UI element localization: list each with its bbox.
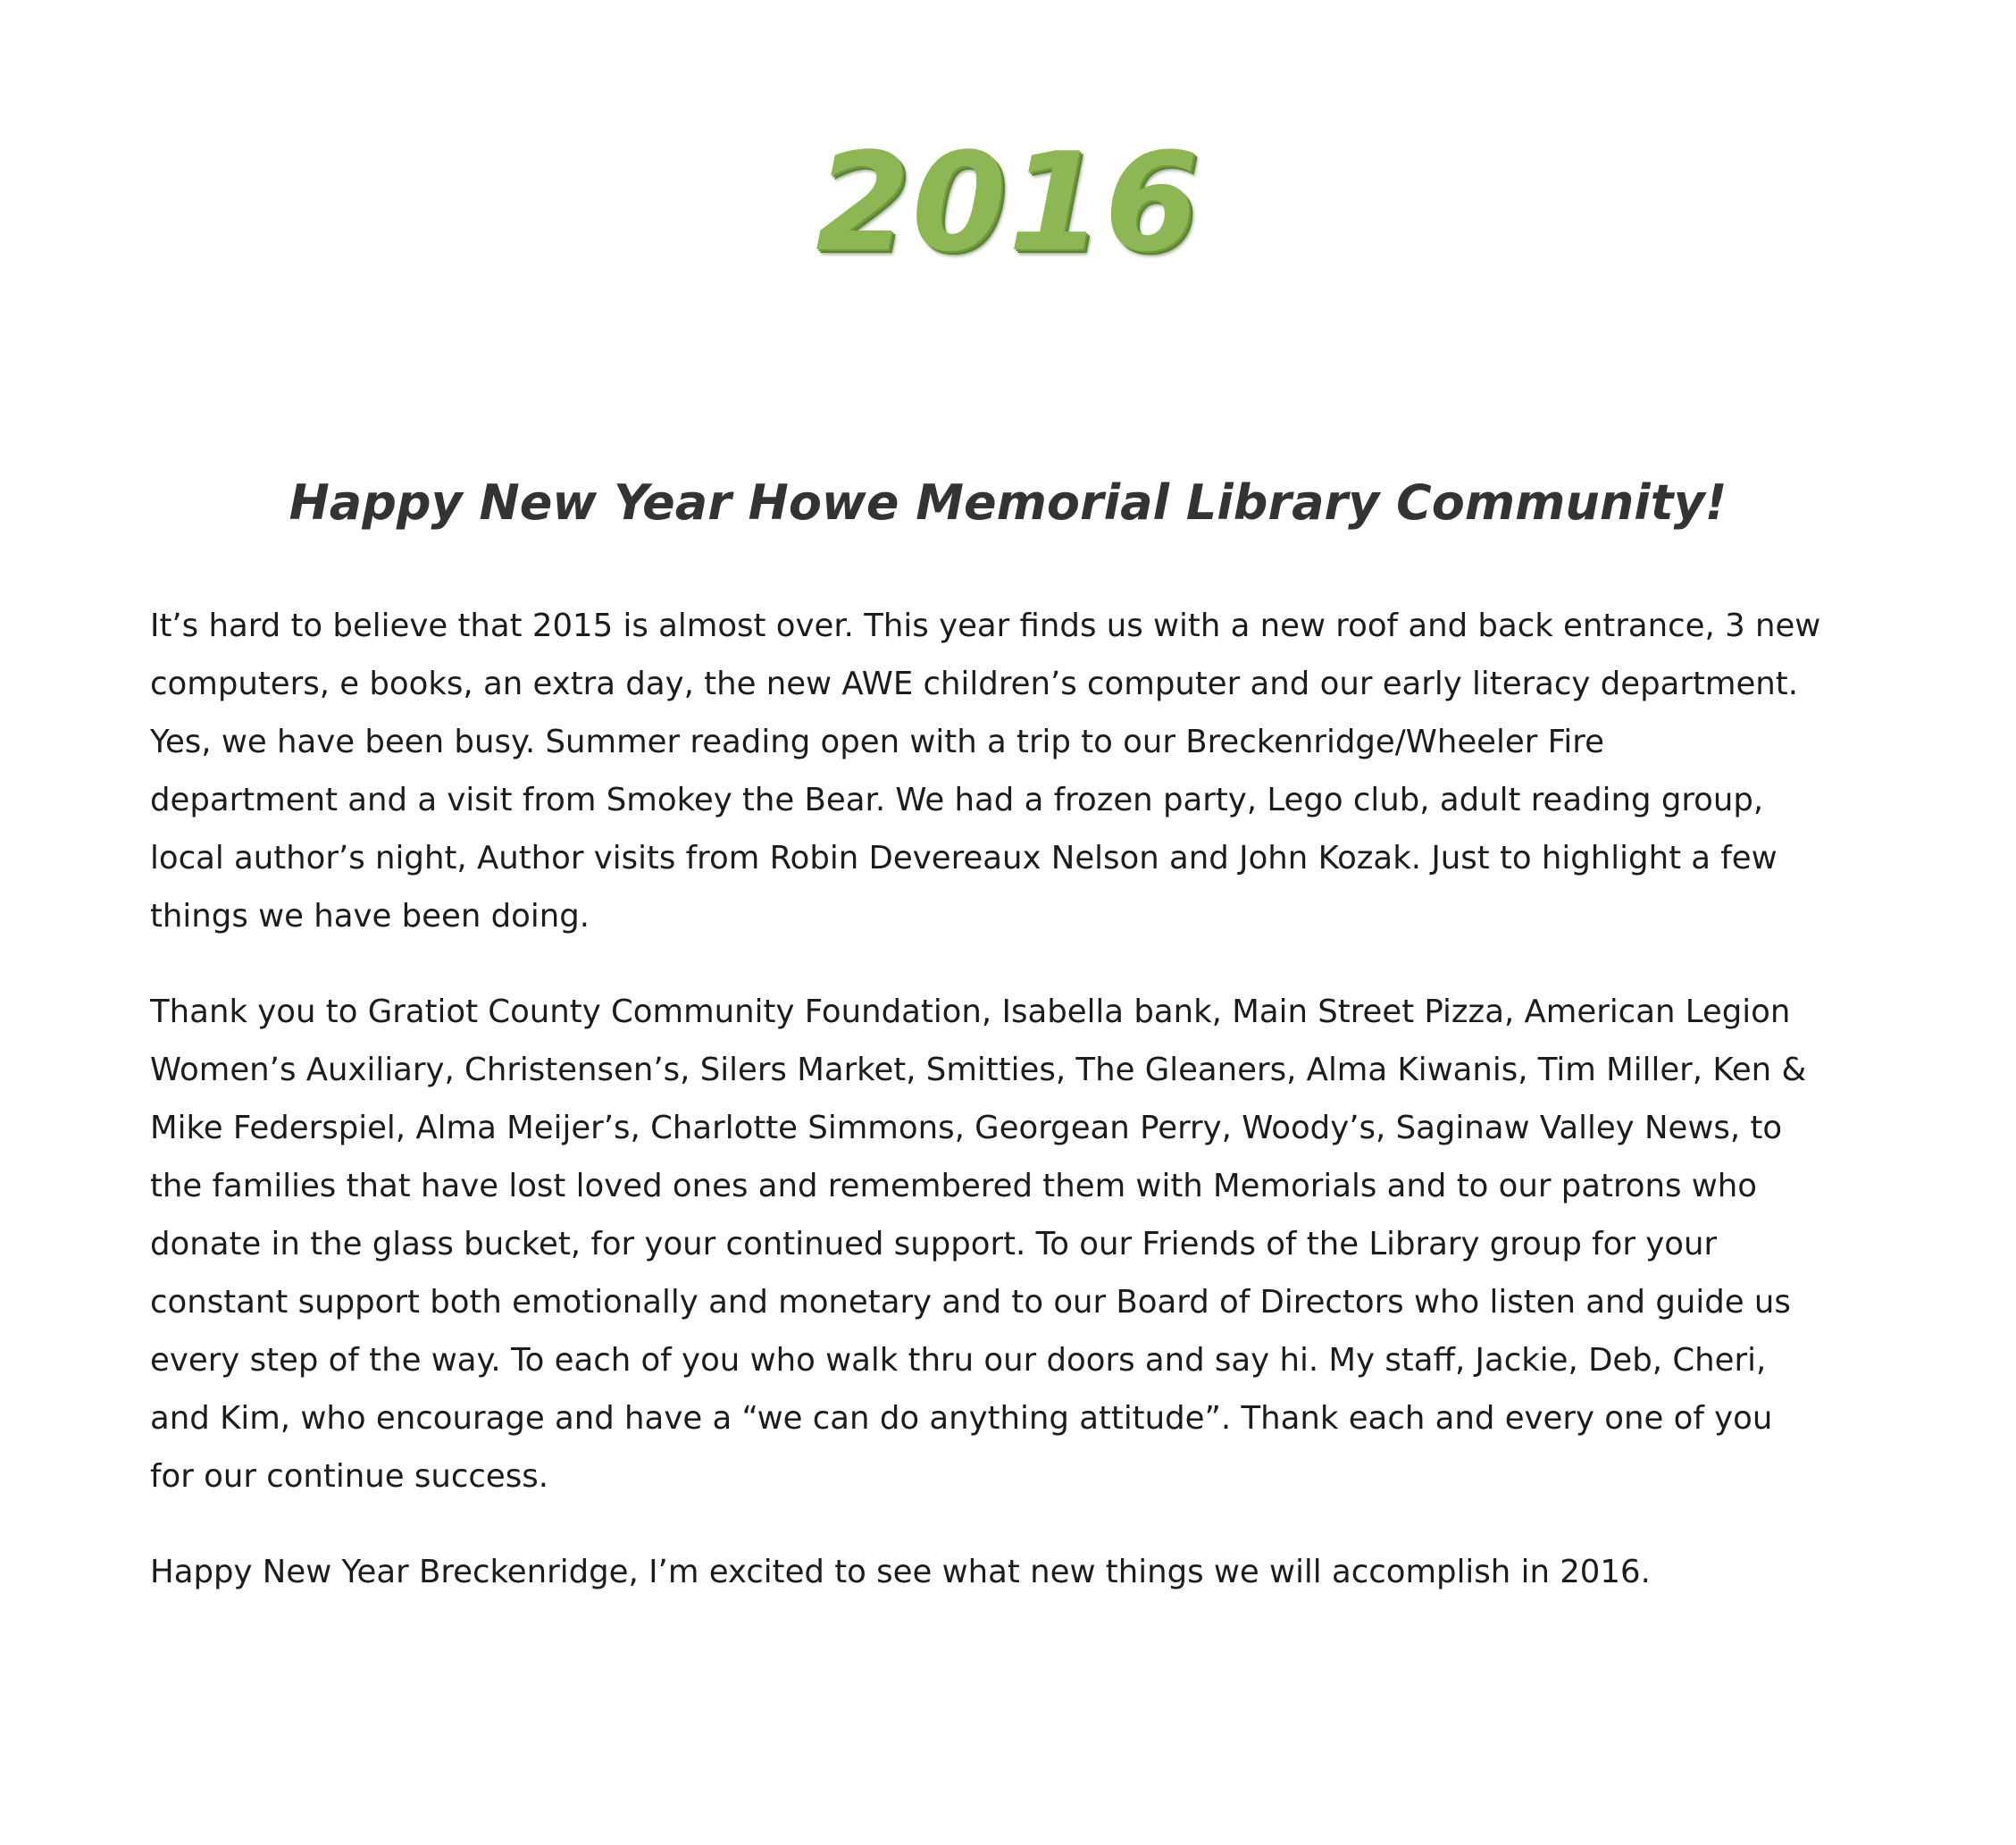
letter-body — [150, 597, 1901, 1639]
body-line: computers, e books, an extra day, the new AWE children’s computer and our early literacy department. — [150, 666, 1798, 702]
year-title: 2016 — [815, 123, 1201, 281]
body-line: Yes, we have been busy. Summer reading open with a trip to our Breckenridge/Wheeler Fire — [150, 724, 1604, 760]
body-line: and Kim, who encourage and have a “we can do anything attitude”. Thank each and every one of you — [150, 1400, 1773, 1437]
letter-heading: Happy New Year Howe Memorial Library Community! — [289, 474, 1727, 531]
body-line: things we have been doing. — [150, 898, 590, 935]
body-line: the families that have lost loved ones and remembered them with Memorials and to our patrons who — [150, 1168, 1758, 1204]
body-line: department and a visit from Smokey the Bear. We had a frozen party, Lego club, adult reading group, — [150, 782, 1764, 818]
body-line: Mike Federspiel, Alma Meijer’s, Charlotte Simmons, Georgean Perry, Woody’s, Saginaw Valley News, to — [150, 1110, 1783, 1146]
paragraph-closing — [150, 1543, 1901, 1601]
body-line: donate in the glass bucket, for your continued support. To our Friends of the Library group for your — [150, 1226, 1718, 1262]
paragraph-thanks — [150, 983, 1901, 1505]
body-line: local author’s night, Author visits from Robin Devereaux Nelson and John Kozak. Just to highlight a few — [150, 840, 1778, 876]
paragraph-highlights — [150, 597, 1901, 945]
body-line: Women’s Auxiliary, Christensen’s, Silers Market, Smitties, The Gleaners, Alma Kiwanis, Tim Miller, Ken & — [150, 1052, 1807, 1088]
body-line: constant support both emotionally and monetary and to our Board of Directors who listen and guide us — [150, 1284, 1791, 1321]
body-line: It’s hard to believe that 2015 is almost over. This year finds us with a new roof and back entrance, 3 new — [150, 608, 1821, 644]
body-line: Happy New Year Breckenridge, I’m excited to see what new things we will accomplish in 2016. — [150, 1554, 1651, 1590]
body-line: every step of the way. To each of you who walk thru our doors and say hi. My staff, Jackie, Deb, Cheri, — [150, 1342, 1767, 1379]
body-line: Thank you to Gratiot County Community Foundation, Isabella bank, Main Street Pizza, American Legion — [150, 994, 1791, 1030]
body-line: for our continue success. — [150, 1458, 548, 1495]
